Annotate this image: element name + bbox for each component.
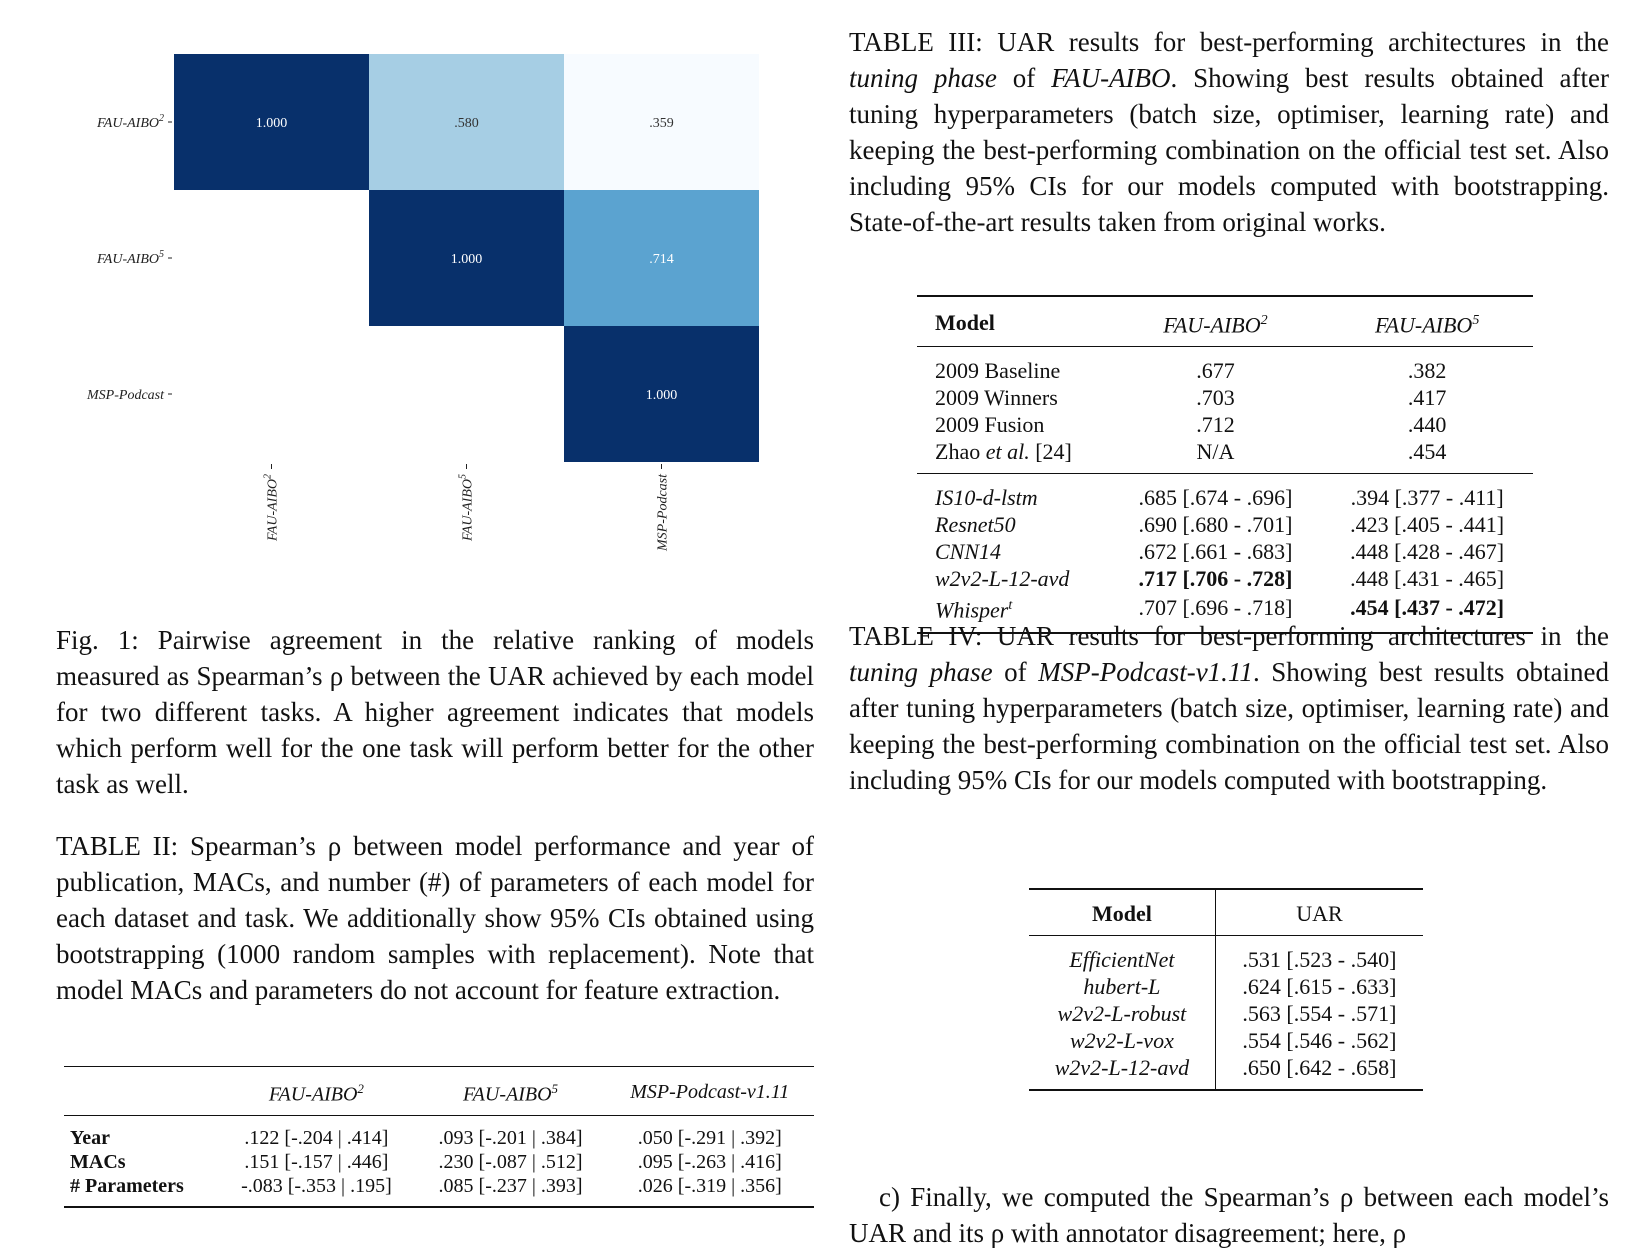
table-cell: .026 [-.319 | .356] — [637, 1174, 782, 1197]
table-cell: .440 — [1407, 412, 1447, 438]
row-label: w2v2-L-12-avd — [935, 566, 1070, 592]
figure-1-heatmap — [56, 0, 814, 610]
table-cell: .423 [.405 - .441] — [1350, 512, 1505, 538]
table-4-caption: TABLE IV: UAR results for best-performing architectures in the tuning phase of MSP-Podcast-v1.11. Showing best results obtained after tuning hyperparameters (batch size, optimiser, learning rate) and keeping the best-performing combination on the official test set. Also including 95% CIs for our models computed with bootstrapping. — [849, 621, 1609, 795]
heatmap-col-label: MSP-Podcast — [655, 474, 671, 551]
table-cell: .417 — [1407, 385, 1447, 411]
row-label: EfficientNet — [1029, 936, 1215, 974]
table-4-header-model: Model — [1029, 889, 1215, 936]
heatmap-cell-value: 1.000 — [450, 252, 483, 267]
table-cell: .672 [.661 - .683] — [1138, 539, 1293, 565]
table-row — [917, 438, 1533, 474]
table-row — [1029, 973, 1423, 1000]
table-row — [917, 565, 1533, 592]
table-cell: .394 [.377 - .411] — [1350, 485, 1504, 511]
body-paragraph: c) Finally, we computed the Spearman’s ρ between each model’s UAR and its ρ with annotator disagreement; here, ρ — [849, 1182, 1609, 1248]
table-cell: -.083 [-.353 | .195] — [241, 1174, 392, 1197]
heatmap-col-label-group — [263, 474, 281, 542]
table-cell: .554 [.546 - .562] — [1242, 1028, 1397, 1053]
row-label: 2009 Fusion — [935, 412, 1045, 438]
heatmap-row-label: FAU-AIBO$^2$ — [97, 113, 164, 131]
row-label: Resnet50 — [935, 512, 1016, 538]
table-row — [917, 538, 1533, 565]
table-3-header-aibo2: FAU-AIBO$^2$ — [1163, 312, 1268, 338]
table-cell: .712 — [1196, 412, 1235, 438]
table-row — [1029, 936, 1423, 974]
heatmap-svg — [56, 0, 814, 610]
row-label: CNN14 — [935, 539, 1002, 565]
heatmap-cell-value: .359 — [649, 116, 674, 131]
table-cell: .122 [-.204 | .414] — [244, 1126, 389, 1149]
row-label: w2v2-L-robust — [1029, 1000, 1215, 1027]
heatmap-col-label-group — [656, 473, 671, 552]
table-cell: .531 [.523 - .540] — [1242, 947, 1397, 972]
row-label: hubert-L — [1029, 973, 1215, 1000]
table-row — [917, 347, 1533, 385]
heatmap-cell-value: .714 — [649, 252, 674, 267]
table-cell: .448 [.431 - .465] — [1350, 566, 1505, 592]
row-label: Zhao et al. [24] — [935, 439, 1072, 465]
row-label: Year — [70, 1126, 110, 1149]
row-label: MACs — [70, 1150, 126, 1173]
table-4 — [1029, 888, 1423, 1091]
row-label: # Parameters — [70, 1174, 184, 1197]
row-label: Whisper$^t$ — [935, 597, 1013, 623]
table-row — [917, 474, 1533, 512]
table-cell: .717 [.706 - .728] — [1138, 566, 1293, 592]
heatmap-cell-value: 1.000 — [255, 116, 288, 131]
table-cell: .685 [.674 - .696] — [1138, 485, 1293, 511]
table-row — [917, 411, 1533, 438]
table-2-header-aibo5: FAU-AIBO$^5$ — [463, 1081, 559, 1106]
table-cell: .650 [.642 - .658] — [1242, 1055, 1397, 1080]
table-3-header-aibo5: FAU-AIBO$^5$ — [1374, 312, 1480, 338]
table-cell: .677 — [1196, 358, 1235, 384]
table-cell: .690 [.680 - .701] — [1138, 512, 1293, 538]
table-2 — [64, 1066, 814, 1208]
heatmap-cell-value: 1.000 — [645, 388, 678, 403]
row-label: w2v2-L-12-avd — [1029, 1054, 1215, 1090]
table-2-header-empty — [64, 1067, 217, 1116]
heatmap-col-label-group — [458, 474, 476, 542]
heatmap-cell-value: .580 — [454, 116, 479, 131]
table-row — [1029, 1027, 1423, 1054]
table-3-header-model: Model — [935, 310, 995, 336]
table-2-caption: TABLE II: Spearman’s ρ between model performance and year of publication, MACs, and number (#) of parameters of each model for each dataset and task. We additionally show 95% CIs obtained using bootstrapping (1000 random samples with replacement). Note that model MACs and parameters do not account for feature extraction. — [56, 831, 814, 1005]
heatmap-row-label: FAU-AIBO$^5$ — [97, 249, 164, 267]
table-4-header-uar: UAR — [1296, 901, 1343, 926]
row-label: IS10-d-lstm — [935, 485, 1038, 511]
table-cell: .448 [.428 - .467] — [1350, 539, 1505, 565]
table-cell: .382 — [1407, 358, 1447, 384]
table-row — [1029, 1054, 1423, 1090]
table-cell: .703 — [1196, 385, 1235, 411]
table-3 — [917, 295, 1533, 634]
table-cell: .093 [-.201 | .384] — [438, 1126, 583, 1149]
table-cell: .230 [-.087 | .512] — [438, 1150, 583, 1173]
table-row — [64, 1150, 814, 1174]
table-row — [917, 384, 1533, 411]
heatmap-row-label: MSP-Podcast — [87, 388, 164, 403]
table-cell: .095 [-.263 | .416] — [637, 1150, 782, 1173]
table-row — [64, 1174, 814, 1207]
row-label: 2009 Baseline — [935, 358, 1061, 384]
table-cell: .151 [-.157 | .446] — [244, 1150, 389, 1173]
row-label: w2v2-L-vox — [1029, 1027, 1215, 1054]
table-row — [917, 511, 1533, 538]
row-label: 2009 Winners — [935, 385, 1058, 411]
heatmap-col-label: FAU-AIBO$^2$ — [262, 474, 281, 541]
table-cell: .454 — [1407, 439, 1447, 465]
table-cell: .624 [.615 - .633] — [1242, 974, 1397, 999]
heatmap-col-label: FAU-AIBO$^5$ — [457, 474, 476, 541]
table-row — [1029, 1000, 1423, 1027]
table-cell: .707 [.696 - .718] — [1138, 595, 1293, 621]
table-2-header-aibo2: FAU-AIBO$^2$ — [268, 1081, 364, 1106]
table-3-caption: TABLE III: UAR results for best-performing architectures in the tuning phase of FAU-AIBO. Showing best results obtained after tuning hyperparameters (batch size, optimiser, learning rate) and keeping the best-performing combination on the official test set. Also including 95% CIs for our models computed with bootstrapping. State-of-the-art results taken from original works. — [849, 27, 1609, 237]
table-cell: .563 [.554 - .571] — [1242, 1001, 1397, 1026]
table-row — [64, 1115, 814, 1150]
figure-1-caption: Fig. 1: Pairwise agreement in the relative ranking of models measured as Spearman’s ρ between the UAR achieved by each model for two different tasks. A higher agreement indicates that models which perform well for the one task will perform better for the other task as well. — [56, 625, 814, 799]
table-cell: N/A — [1196, 439, 1235, 465]
table-cell: .085 [-.237 | .393] — [438, 1174, 583, 1197]
table-cell: .050 [-.291 | .392] — [637, 1126, 782, 1149]
table-2-header-msp: MSP-Podcast-v1.11 — [630, 1080, 790, 1103]
table-cell: .454 [.437 - .472] — [1350, 595, 1505, 621]
